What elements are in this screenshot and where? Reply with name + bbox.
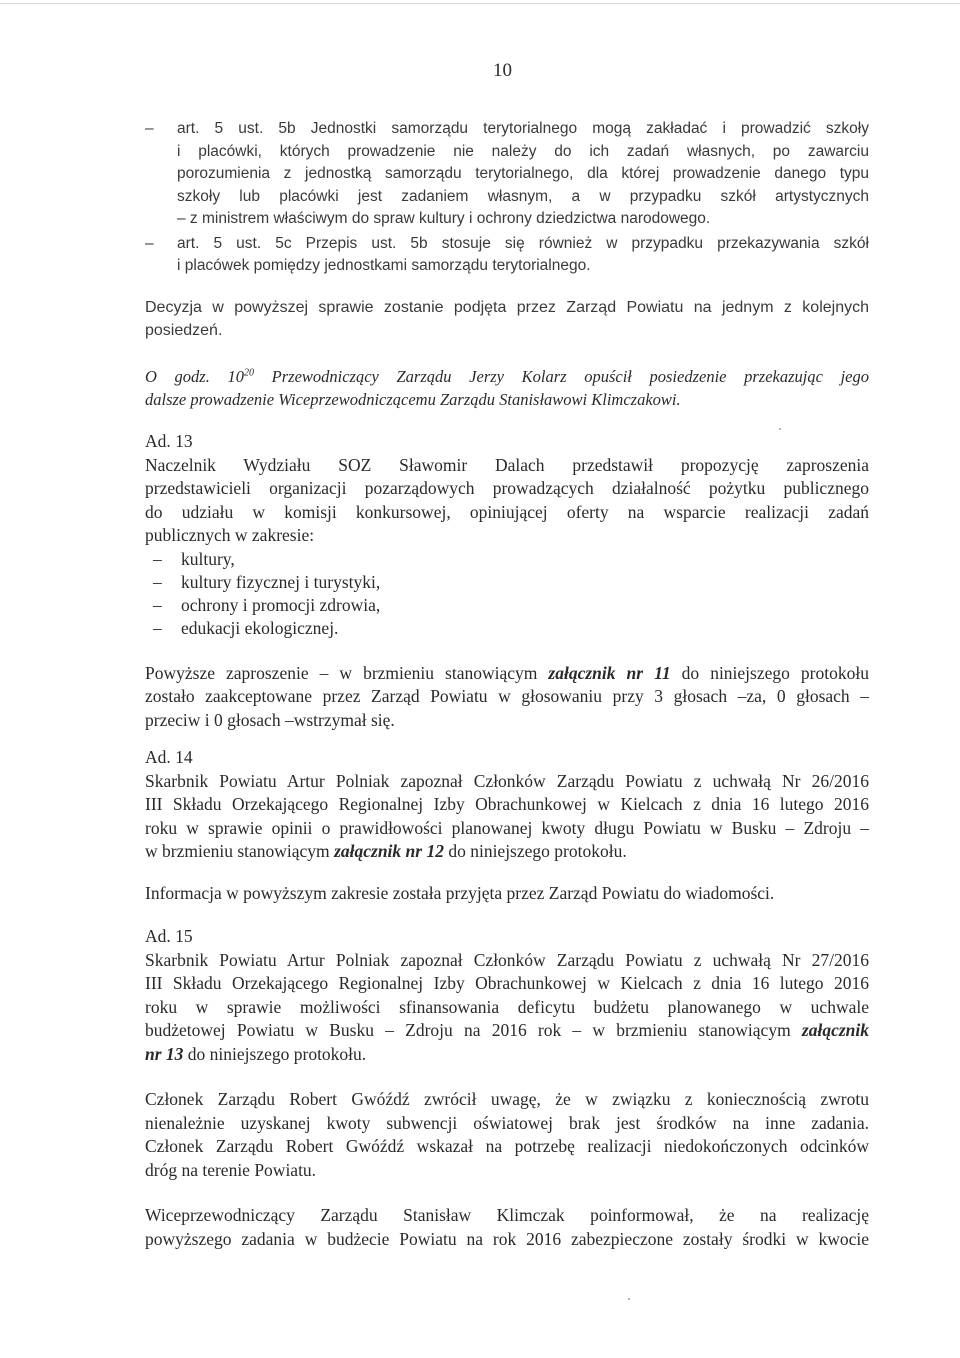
scan-speck — [779, 428, 781, 430]
text-line: dróg na terenie Powiatu. — [145, 1159, 317, 1180]
text-line: art. 5 ust. 5b Jednostki samorządu terytorialnego mogą zakładać i prowadzić szkoły — [177, 120, 869, 137]
list-item — [145, 548, 869, 571]
text-line: przeciw i 0 głosach –wstrzymał się. — [145, 709, 395, 730]
scope-list — [145, 548, 869, 640]
text-line: roku w sprawie opinii o prawidłowości planowanej kwoty długu Powiatu w Busku – Zdroju – — [145, 817, 869, 838]
attachment-ref: załącznik — [801, 1020, 869, 1040]
text-line: Naczelnik Wydziału SOZ Sławomir Dalach przedstawił propozycję zaproszenia — [145, 454, 869, 475]
dash-marker: – — [153, 617, 162, 638]
acceptance-text: do niniejszego protokołu — [670, 662, 869, 683]
decision-paragraph — [145, 296, 869, 342]
ad14-paragraph — [145, 770, 869, 864]
list-item-text: edukacji ekologicznej. — [181, 617, 339, 638]
chair-leaves-note — [145, 365, 869, 411]
article-5b-text — [177, 118, 869, 231]
text-line: zostało zaakceptowane przez Zarząd Powiatu w głosowaniu przy 3 głosach –za, 0 głosach – — [145, 686, 869, 706]
attachment-ref: załącznik nr 11 — [548, 662, 671, 683]
text-line: porozumienia z jednostką samorządu terytorialnego, dla której prowadzenie danego typu — [177, 165, 869, 182]
text-line: Skarbnik Powiatu Artur Polniak zapoznał Członków Zarządu Powiatu z uchwałą Nr 27/2016 — [145, 949, 869, 970]
text-line — [145, 1043, 869, 1067]
text-line: III Składu Orzekającego Regionalnej Izby Obrachunkowej w Kielcach z dnia 16 lutego 2016 — [145, 973, 869, 993]
text-line — [145, 662, 869, 686]
text-line: i placówek pomiędzy jednostkami samorządu terytorialnego. — [177, 257, 591, 274]
text-line: Decyzja w powyższej sprawie zostanie podjęta przez Zarząd Powiatu na jednym z kolejnych — [145, 299, 869, 316]
vice-chair-remarks — [145, 1204, 869, 1251]
text-line: posiedzeń. — [145, 322, 223, 339]
article-item-5b — [145, 118, 869, 231]
text-line: szkoły lub placówki jest zadaniem własnym, a w przypadku szkół artystycznych — [177, 187, 869, 205]
note-text: Przewodniczący Zarządu Jerzy Kolarz opuścił posiedzenie przekazując jego — [254, 367, 869, 386]
time-prefix: O godz. 10 — [145, 367, 244, 386]
ad14-heading: Ad. 14 — [145, 747, 193, 767]
text-line — [145, 840, 869, 864]
dash-marker: – — [153, 571, 162, 592]
text-line — [145, 365, 869, 388]
member-remarks — [145, 1088, 869, 1182]
page-number: 10 — [493, 60, 512, 81]
ad13-paragraph — [145, 454, 869, 548]
list-item — [145, 571, 869, 594]
ad13-heading: Ad. 13 — [145, 431, 193, 451]
list-item — [145, 594, 869, 617]
text-line: do udziału w komisji konkursowej, opiniującej oferty na wsparcie realizacji zadań — [145, 501, 869, 522]
text-line: przedstawicieli organizacji pozarządowych prowadzących działalność pożytku publicznego — [145, 478, 869, 498]
ad14-section — [145, 746, 869, 905]
dash-marker: – — [145, 120, 154, 137]
text-line: Członek Zarządu Robert Gwóźdź wskazał na potrzebę realizacji niedokończonych odcinków — [145, 1136, 869, 1156]
text-line: Wiceprzewodniczący Zarządu Stanisław Klimczak poinformował, że na realizację — [145, 1205, 869, 1225]
text-line: art. 5 ust. 5c Przepis ust. 5b stosuje się również w przypadku przekazywania szkół — [177, 234, 869, 252]
text-line: publicznych w zakresie: — [145, 525, 315, 545]
text-line: i placówki, których prowadzenie nie należy do ich zadań własnych, po zawarciu — [177, 142, 869, 160]
ad15-text: do niniejszego protokołu. — [183, 1043, 367, 1064]
text-line: powyższego zadania w budżecie Powiatu na rok 2016 zabezpieczone zostały środki w kwocie — [145, 1228, 869, 1249]
text-line: Skarbnik Powiatu Artur Polniak zapoznał Członków Zarządu Powiatu z uchwałą Nr 26/2016 — [145, 770, 869, 791]
ad14-text: do niniejszego protokołu. — [443, 841, 627, 861]
text-line: dalsze prowadzenie Wiceprzewodniczącemu Zarządu Stanisławowi Klimczakowi. — [145, 390, 681, 409]
text-line: Członek Zarządu Robert Gwóźdź zwrócił uwagę, że w związku z koniecznością zwrotu — [145, 1089, 869, 1109]
time-minutes: 20 — [244, 367, 254, 379]
scan-top-edge — [0, 3, 960, 4]
dash-marker: – — [153, 594, 162, 615]
ad13-acceptance — [145, 662, 869, 733]
attachment-ref: nr 13 — [145, 1043, 184, 1064]
ad15-text: budżetowej Powiatu w Busku – Zdroju na 2016 rok – w brzmieniu stanowiącym — [145, 1020, 802, 1040]
list-item-text: ochrony i promocji zdrowia, — [181, 594, 381, 615]
acceptance-text: Powyższe zaproszenie – w brzmieniu stanowiącym — [145, 662, 549, 683]
list-item — [145, 617, 869, 640]
list-item-text: kultury, — [181, 548, 235, 569]
ad15-heading: Ad. 15 — [145, 926, 193, 946]
text-line: III Składu Orzekającego Regionalnej Izby Obrachunkowej w Kielcach z dnia 16 lutego 2016 — [145, 794, 869, 814]
article-item-5c — [145, 233, 869, 278]
attachment-ref: załącznik nr 12 — [334, 841, 444, 861]
ad15-paragraph — [145, 949, 869, 1067]
ad13-section — [145, 430, 869, 732]
scan-speck — [628, 1298, 630, 1300]
text-line: – z ministrem właściwym do spraw kultury i ochrony dziedzictwa narodowego. — [177, 210, 711, 227]
text-line: nienależnie uzyskanej kwoty subwencji oświatowej brak jest środków na inne zadania. — [145, 1112, 869, 1133]
article-5c-text — [177, 233, 869, 278]
list-item-text: kultury fizycznej i turystyki, — [181, 571, 381, 592]
ad14-text: w brzmieniu stanowiącym — [145, 841, 335, 861]
dash-marker: – — [145, 234, 154, 252]
ad15-section — [145, 925, 869, 1251]
text-line: roku w sprawie możliwości sfinansowania deficytu budżetu planowanego w uchwale — [145, 996, 869, 1017]
dash-marker: – — [153, 548, 162, 569]
text-line — [145, 1019, 869, 1043]
ad14-info: Informacja w powyższym zakresie została przyjęta przez Zarząd Powiatu do wiadomości. — [145, 882, 775, 903]
article-list — [145, 118, 869, 278]
